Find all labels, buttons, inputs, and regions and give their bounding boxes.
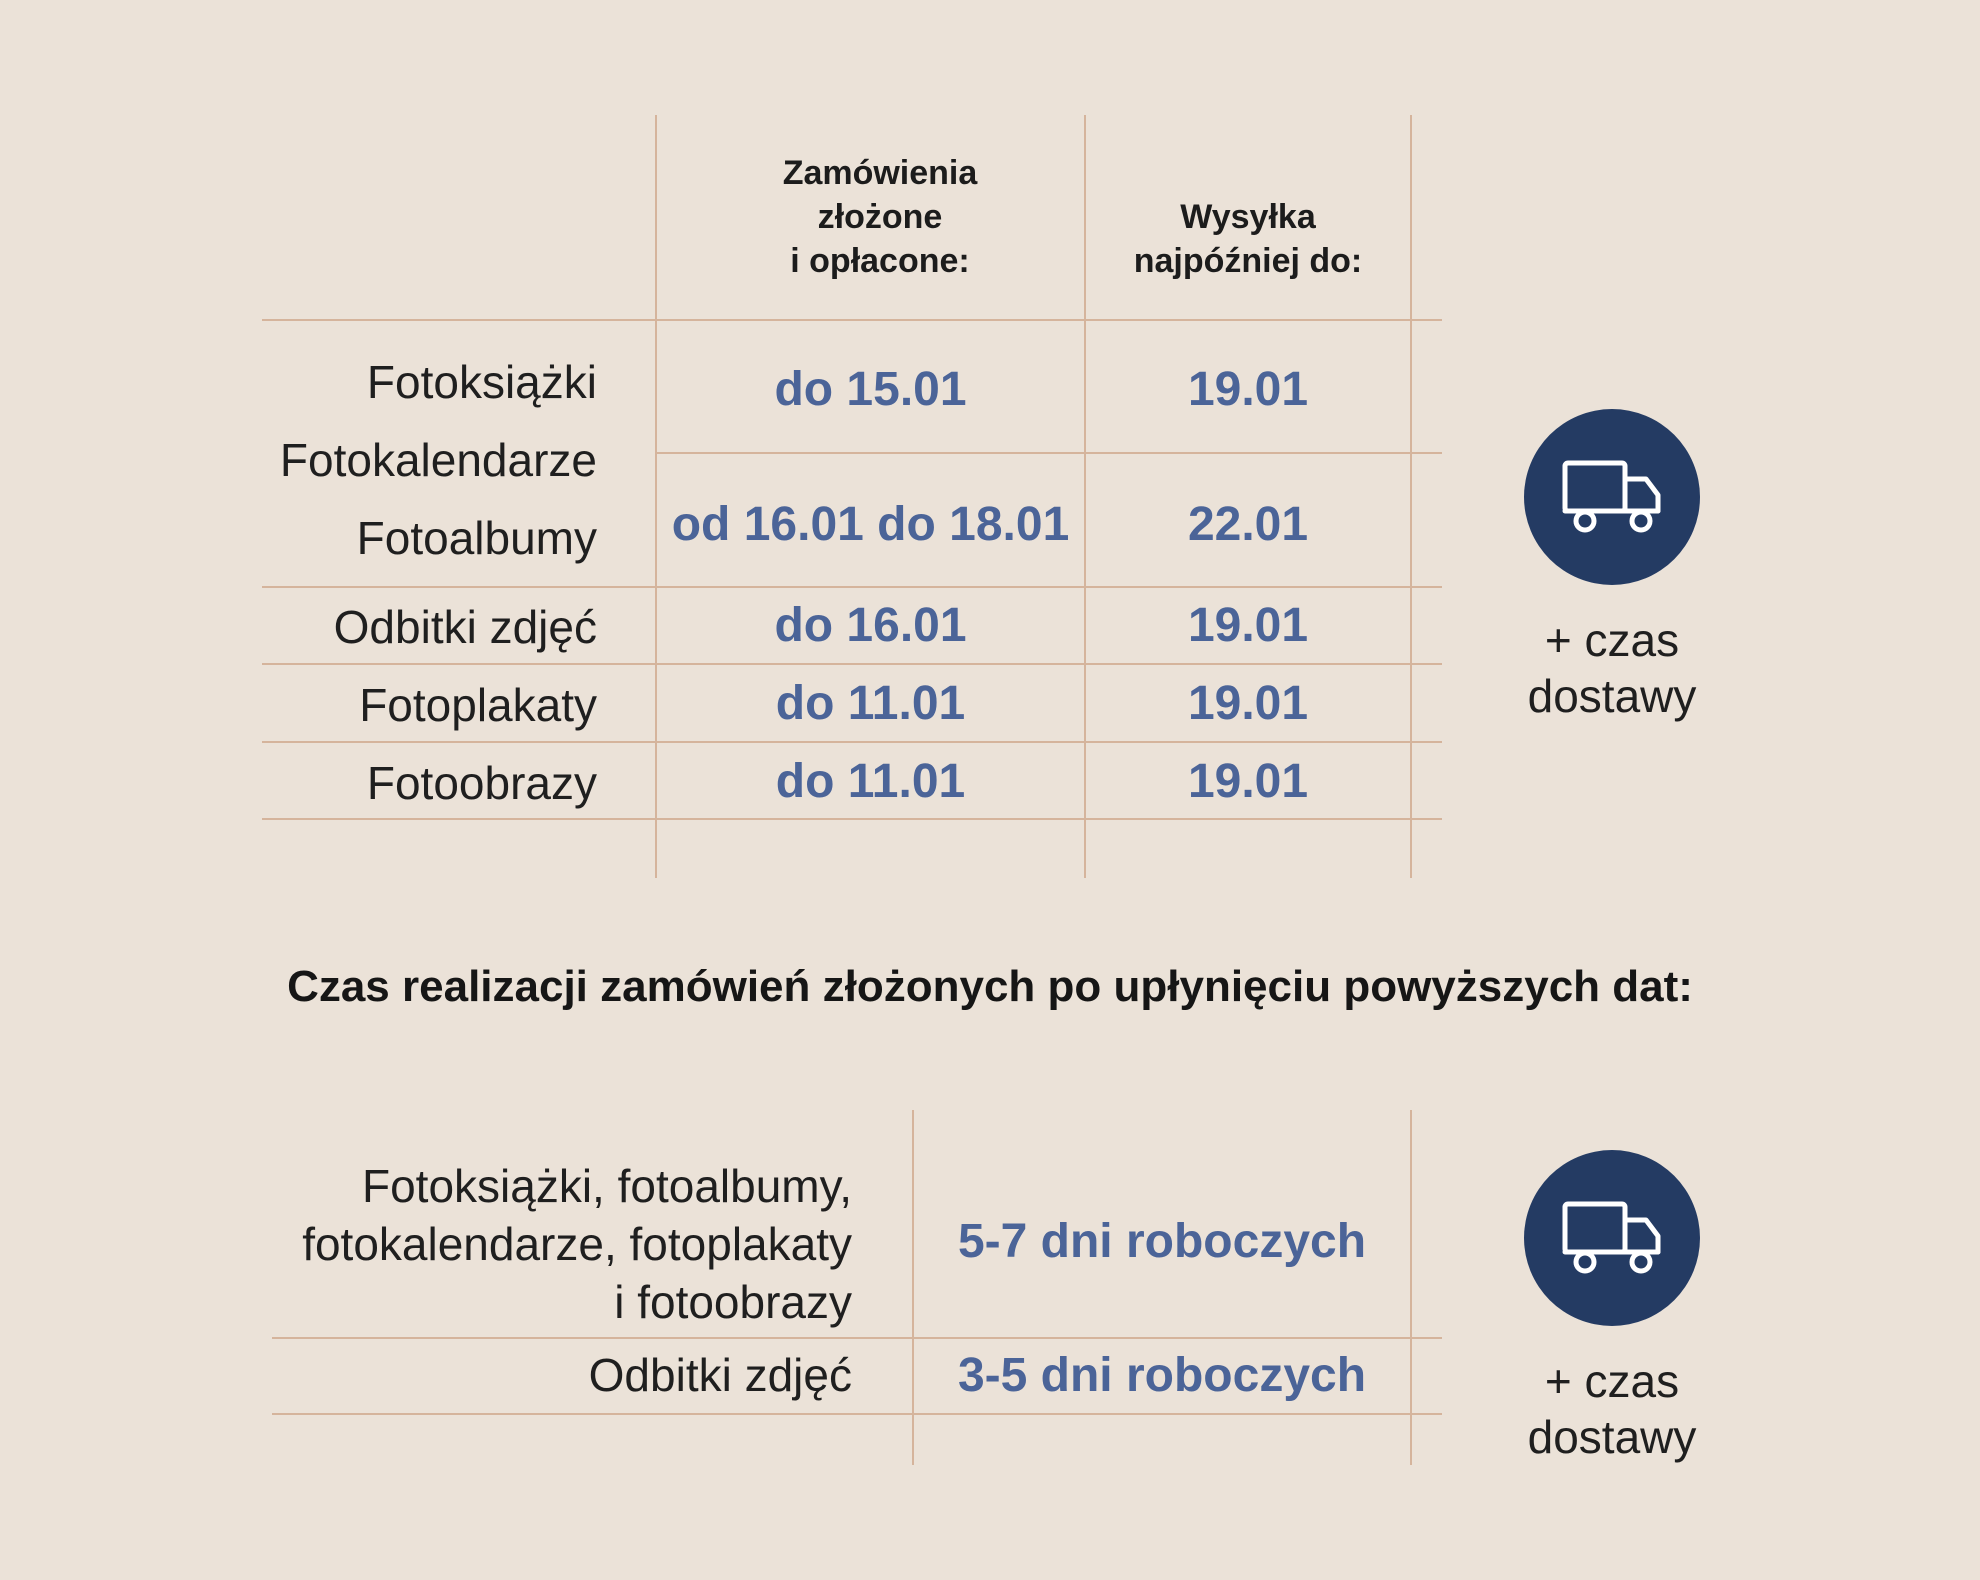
lead-time-products: [230, 1348, 852, 1402]
header-shipping: [1088, 195, 1408, 283]
product-name: Fotoobrazy: [366, 757, 597, 809]
delivery-note-line: + czas: [1544, 1355, 1680, 1407]
truck-icon: [1524, 1150, 1700, 1326]
delivery-note: [1462, 612, 1762, 724]
table1-divider-h-group-mid: [657, 452, 1442, 454]
table1-divider-h-header: [262, 319, 1442, 321]
header-ordered: [670, 151, 1090, 283]
header-shipping-line: najpóźniej do:: [1133, 242, 1363, 280]
ordered-value: do 16.01: [774, 599, 967, 652]
header-shipping-line: Wysyłka: [1180, 198, 1316, 236]
table1-divider-v3: [1410, 115, 1412, 878]
product-line: Odbitki zdjęć: [588, 1349, 852, 1401]
product-name: Fotoalbumy: [356, 512, 597, 564]
ordered-value: do 11.01: [775, 677, 966, 730]
table2-divider-h-row1: [272, 1337, 1442, 1339]
header-ordered-line: i opłacone:: [790, 242, 970, 280]
table2-divider-v2: [1410, 1110, 1412, 1465]
lead-time-value: 3-5 dni roboczych: [957, 1349, 1367, 1402]
shipping-value: 22.01: [1187, 498, 1309, 551]
ordered-value: od 16.01 do 18.01: [671, 498, 1070, 551]
truck-icon: [1524, 409, 1700, 585]
table1-divider-h-group-end: [262, 586, 1442, 588]
header-ordered-line: złożone: [817, 198, 943, 236]
shipping-value: 19.01: [1187, 755, 1309, 808]
delivery-note: [1462, 1353, 1762, 1465]
lead-time-value: 5-7 dni roboczych: [957, 1215, 1367, 1268]
shipping-value: 19.01: [1187, 599, 1309, 652]
table2-divider-v1: [912, 1110, 914, 1465]
product-name: Fotokalendarze: [279, 434, 597, 486]
product-line: fotokalendarze, fotoplakaty: [302, 1218, 852, 1270]
product-name: Odbitki zdjęć: [333, 601, 597, 653]
product-line: i fotoobrazy: [614, 1276, 852, 1328]
ordered-value: do 15.01: [774, 363, 967, 416]
lead-time-products: [230, 1157, 852, 1331]
ordered-value: do 11.01: [775, 755, 966, 808]
table1-divider-h-row1: [262, 663, 1442, 665]
delivery-note-line: dostawy: [1527, 670, 1697, 722]
section-title: Czas realizacji zamówień złożonych po upłynięciu powyższych dat:: [287, 962, 1693, 1011]
shipping-value: 19.01: [1187, 363, 1309, 416]
product-name: Fotoplakaty: [359, 679, 597, 731]
delivery-note-line: + czas: [1544, 614, 1680, 666]
delivery-note-line: dostawy: [1527, 1411, 1697, 1463]
shipping-value: 19.01: [1187, 677, 1309, 730]
table1-divider-h-row3: [262, 818, 1442, 820]
header-ordered-line: Zamówienia: [782, 154, 978, 192]
product-line: Fotoksiążki, fotoalbumy,: [361, 1160, 852, 1212]
table2-divider-h-row2: [272, 1413, 1442, 1415]
product-name: Fotoksiążki: [366, 356, 597, 408]
table1-divider-h-row2: [262, 741, 1442, 743]
